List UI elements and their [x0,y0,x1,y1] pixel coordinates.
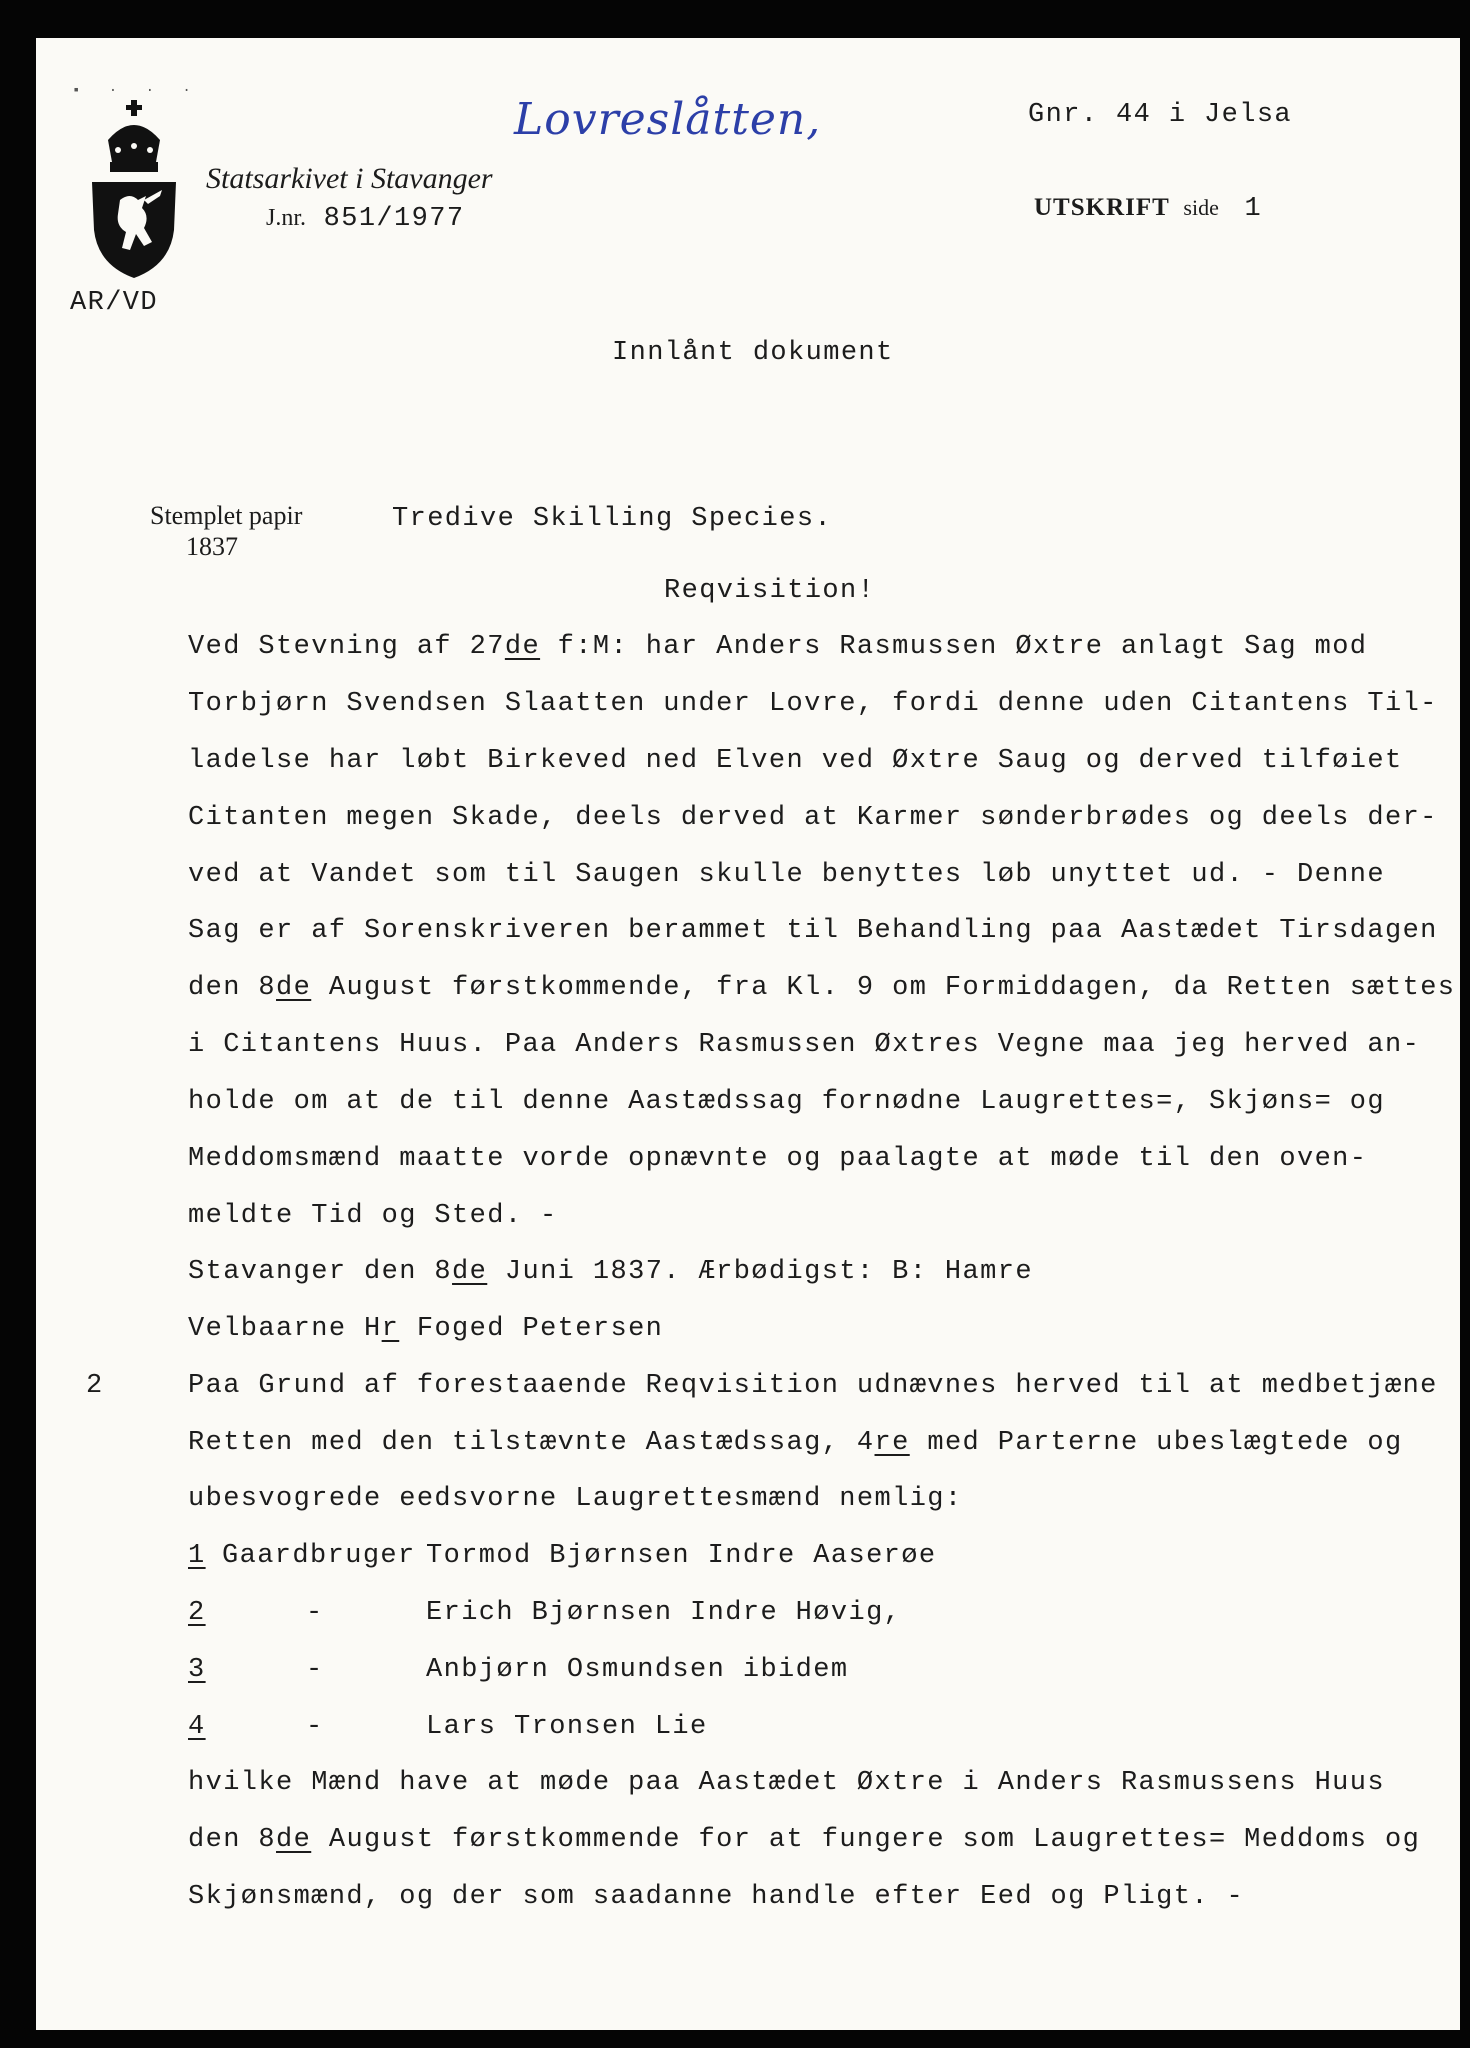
utskrift-marker [1034,194,1262,224]
list-number: 2 [188,1598,206,1628]
list-role: - [306,1655,324,1685]
text-line: i Citantens Huus. Paa Anders Rasmussen Øxtres Vegne maa jeg herved an- [188,1030,1421,1060]
text-line: Meddomsmænd maatte vorde opnævnte og paalagte at møde til den oven- [188,1144,1368,1174]
margin-number: 2 [86,1371,104,1401]
text-line: hvilke Mænd have at møde paa Aastædet Øxtre i Anders Rasmussens Huus [188,1768,1385,1798]
stamp-value: Tredive Skilling Species. [392,504,833,534]
stamp-paper-label: Stemplet papir [150,501,303,530]
text-line: Paa Grund af forestaaende Reqvisition udnævnes herved til at medbetjæne [188,1371,1438,1401]
jnr-label: J.nr. [266,205,307,231]
list-role: - [306,1598,324,1628]
scan-marks: ▪ · · · [72,83,201,99]
text-line: Stavanger den 8de Juni 1837. Ærbødigst: B: Hamre [188,1257,1033,1287]
list-role: Gaardbruger [222,1541,416,1571]
text-line: Torbjørn Svendsen Slaatten under Lovre, fordi denne uden Citantens Til- [188,689,1438,719]
initials: AR/VD [70,288,159,318]
jnr-value: 851/1977 [323,204,465,234]
list-number: 1 [188,1541,206,1571]
text-line: Skjønsmænd, og der som saadanne handle efter Eed og Pligt. - [188,1882,1245,1912]
list-role: - [306,1712,324,1742]
text-line: Citanten megen Skade, deels derved at Karmer sønderbrødes og deels der- [188,803,1438,833]
list-name: Tormod Bjørnsen Indre Aaserøe [426,1541,937,1571]
text-line: Sag er af Sorenskriveren berammet til Behandling paa Aastædet Tirsdagen [188,916,1438,946]
gnr-reference: Gnr. 44 i Jelsa [1028,100,1293,130]
document-title: Innlånt dokument [612,338,894,368]
text-line: den 8de August førstkommende, fra Kl. 9 om Formiddagen, da Retten sættes [188,973,1456,1003]
text-line: ladelse har løbt Birkeved ned Elven ved Øxtre Saug og derved tilføiet [188,746,1403,776]
list-name: Anbjørn Osmundsen ibidem [426,1655,849,1685]
list-name: Erich Bjørnsen Indre Høvig, [426,1598,902,1628]
side-label: side [1183,195,1219,220]
text-line: Ved Stevning af 27de f:M: har Anders Rasmussen Øxtre anlagt Sag mod [188,632,1368,662]
list-number: 4 [188,1712,206,1742]
side-number: 1 [1244,194,1263,224]
text-line: meldte Tid og Sted. - [188,1201,558,1231]
text-line: Retten med den tilstævnte Aastædssag, 4re med Parterne ubeslægtede og [188,1428,1403,1458]
document-page [36,38,1460,2030]
text-line: den 8de August førstkommende for at fungere som Laugrettes= Meddoms og [188,1825,1421,1855]
text-line: ubesvogrede eedsvorne Laugrettesmænd nemlig: [188,1484,963,1514]
text-line: ved at Vandet som til Saugen skulle benyttes løb unyttet ud. - Denne [188,860,1385,890]
journal-number [266,204,464,234]
archive-name: Statsarkivet i Stavanger [206,162,493,195]
list-number: 3 [188,1655,206,1685]
list-name: Lars Tronsen Lie [426,1712,708,1742]
text-line: holde om at de til denne Aastædssag fornødne Laugrettes=, Skjøns= og [188,1087,1385,1117]
text-line: Velbaarne Hr Foged Petersen [188,1314,664,1344]
document-heading: Reqvisition! [664,576,876,606]
utskrift-label: UTSKRIFT [1034,194,1170,221]
coat-of-arms-icon [86,100,182,280]
stamp-year: 1837 [186,532,238,561]
handwritten-farm-name: Lovreslåtten, [514,94,822,145]
